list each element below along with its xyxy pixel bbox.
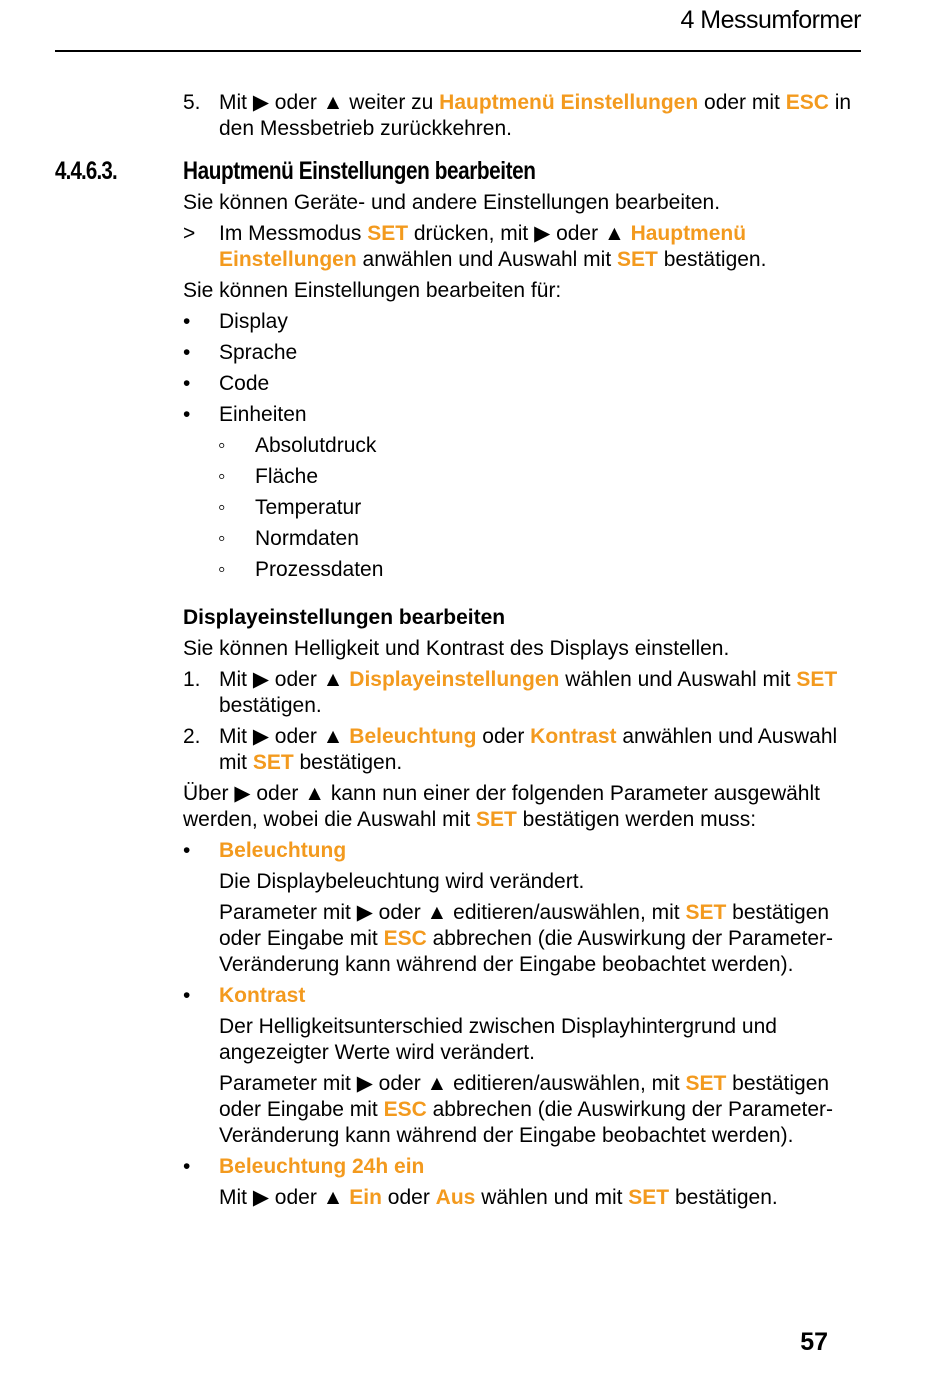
highlight: Displayeinstellungen [349,668,560,691]
circle-bullet: ◦ [218,496,226,519]
text: abbrechen (die Auswirkung der Parameter-Veränderung kann während der Eingabe beobachtet werden). [219,927,834,976]
text: anwählen und Auswahl mit [219,725,838,774]
sub-list-item-label: Normdaten [255,527,359,550]
step-number: 5. [183,91,201,114]
parameter-intro [183,781,863,833]
parameter-instructions [183,1071,863,1149]
text: in den Messbetrieb zurückkehren. [219,91,852,140]
highlight: Hauptmenü Einstellungen [439,91,699,114]
subsection-heading: Displayeinstellungen bearbeiten [183,606,506,629]
step-1 [183,667,863,719]
bullet: • [183,341,191,364]
sub-list-item-label: Absolutdruck [255,434,377,457]
sub-list-item-label: Fläche [255,465,319,488]
highlight: ESC [383,927,427,950]
text: Mit ▶ oder ▲ weiter zu [219,91,440,114]
text: drücken, mit ▶ oder ▲ [408,222,631,245]
step-number: 2. [183,725,201,748]
step-2 [183,724,863,776]
highlight: SET [252,751,294,774]
list-intro: Sie können Einstellungen bearbeiten für: [183,279,562,302]
highlight: SET [796,668,838,691]
sub-list-item [183,526,863,552]
highlight: SET [685,1072,727,1095]
section-intro: Sie können Geräte- und andere Einstellungen bearbeiten. [183,191,721,214]
text: Mit ▶ oder ▲ [219,1186,350,1209]
section-heading [55,157,863,188]
section-number: 4.4.6.3. [55,157,117,185]
text: oder mit [698,91,786,114]
list-item-label: Code [219,372,270,395]
list-item-label: Display [219,310,288,333]
highlight: Kontrast [530,725,617,748]
section-title: Hauptmenü Einstellungen bearbeiten [183,157,536,185]
circle-bullet: ◦ [218,558,226,581]
chapter-title: 4 Messumformer [680,6,861,34]
sub-list-item [183,464,863,490]
highlight: SET [476,808,517,831]
bullet: • [183,372,191,395]
highlight: SET [367,222,409,245]
text: wählen und Auswahl mit [559,668,797,691]
parameter-description: Die Displaybeleuchtung wird verändert. [219,870,585,893]
text: bestätigen oder Eingabe mit [219,901,830,950]
parameter-beleuchtung [183,838,863,864]
text: anwählen und Auswahl mit [356,248,618,271]
page-number: 57 [800,1328,828,1356]
sub-list-item-label: Prozessdaten [255,558,384,581]
step-5 [183,90,863,142]
sub-list-item-label: Temperatur [255,496,362,519]
list-item [183,402,863,428]
highlight: Aus [435,1186,476,1209]
step-number: 1. [183,668,201,691]
text: Parameter mit ▶ oder ▲ editieren/auswählen, mit [219,901,686,924]
bullet: • [183,839,191,862]
text: bestätigen werden muss: [516,808,757,831]
parameter-title: Beleuchtung [219,839,347,862]
parameter-beleuchtung-24h [183,1154,863,1180]
text: abbrechen (die Auswirkung der Parameter-Veränderung kann während der Eingabe beobachtet werden). [219,1098,834,1147]
text: Mit ▶ oder ▲ [219,668,350,691]
subsection-intro: Sie können Helligkeit und Kontrast des Displays einstellen. [183,637,730,660]
list-item [183,340,863,366]
text: Im Messmodus [219,222,368,245]
list-item [183,309,863,335]
text: Parameter mit ▶ oder ▲ editieren/auswählen, mit [219,1072,686,1095]
list-item-label: Sprache [219,341,298,364]
list-item [183,371,863,397]
text: oder [381,1186,436,1209]
parameter-instructions [183,900,863,978]
bullet: • [183,1155,191,1178]
text: bestätigen. [669,1186,778,1209]
text: bestätigen. [219,694,322,717]
parameter-kontrast [183,983,863,1009]
bullet: • [183,403,191,426]
circle-bullet: ◦ [218,434,226,457]
parameter-instructions [183,1185,863,1211]
action-marker: > [183,222,196,245]
parameter-description: Der Helligkeitsunterschied zwischen Displayhintergrund und angezeigter Werte wird verändert. [219,1015,777,1064]
text: Über ▶ oder ▲ kann nun einer der folgenden Parameter ausgewählt werden, wobei die Auswahl mit [183,782,820,831]
parameter-title: Kontrast [219,984,306,1007]
text: bestätigen oder Eingabe mit [219,1072,830,1121]
highlight: SET [628,1186,670,1209]
sub-list-item [183,557,863,583]
text: bestätigen. [657,248,767,271]
highlight: ESC [785,91,829,114]
page-content [55,90,863,1216]
highlight: ESC [383,1098,427,1121]
circle-bullet: ◦ [218,527,226,550]
sub-list-item [183,495,863,521]
list-item-label: Einheiten [219,403,307,426]
bullet: • [183,984,191,1007]
sub-list-item [183,433,863,459]
highlight: SET [617,248,658,271]
highlight: SET [685,901,727,924]
text: oder [476,725,531,748]
text: wählen und mit [475,1186,629,1209]
parameter-title: Beleuchtung 24h ein [219,1155,425,1178]
page-header [55,0,861,52]
highlight: Beleuchtung [349,725,477,748]
highlight: Hauptmenü Einstellungen [219,222,747,271]
text: Mit ▶ oder ▲ [219,725,350,748]
text: bestätigen. [293,751,403,774]
action-step [183,221,863,273]
highlight: Ein [349,1186,382,1209]
bullet: • [183,310,191,333]
circle-bullet: ◦ [218,465,226,488]
